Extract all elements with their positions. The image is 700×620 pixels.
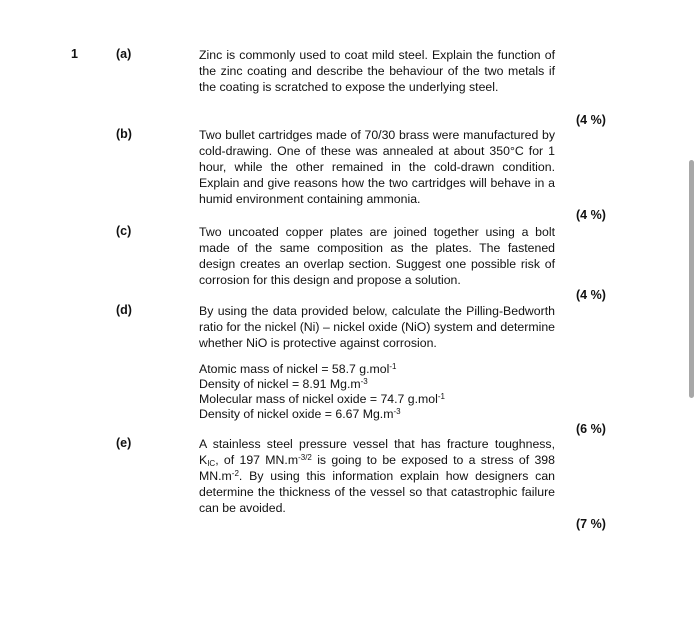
part-b-marks: (4 %) [576, 208, 606, 222]
data-line-density-oxide: Density of nickel oxide = 6.67 $Mg.m^{-3}$ [199, 407, 401, 421]
part-d-text: By using the data provided below, calculate the Pilling-Bedworth ratio for the nickel (Ni) – nickel oxide (NiO) system and determine whether NiO is protective against corrosion. [199, 304, 555, 350]
part-d-marks: (6 %) [576, 422, 606, 436]
question-number: 1 [71, 47, 78, 61]
part-d-label: (d) [116, 303, 132, 317]
data-line-molecular-mass: Molecular mass of nickel oxide = 74.7 g.mol$^{-1}$ [199, 392, 446, 406]
data-line-atomic-mass: Atomic mass of nickel = 58.7 g.mol$^{-1}$ [199, 362, 397, 376]
part-c-label: (c) [116, 224, 132, 238]
scrollbar-thumb[interactable] [689, 160, 694, 398]
nickel-data-list [199, 362, 445, 422]
part-b-label: (b) [116, 127, 132, 141]
part-e-text: A stainless steel pressure vessel that has fracture toughness, $K_{IC}$, of 197 $MN.m^{-3/2}$ is going to be exposed to a stress of 398 $MN.m^{-2}$. By using this information explain how designers can determine the thickness of the vessel so that catastrophic failure can be avoided. [199, 437, 555, 515]
part-a-label: (a) [116, 47, 132, 61]
part-e-label: (e) [116, 436, 132, 450]
part-e-marks: (7 %) [576, 517, 606, 531]
data-line-density-nickel: Density of nickel = 8.91 $Mg.m^{-3}$ [199, 377, 368, 391]
part-a-marks: (4 %) [576, 113, 606, 127]
part-a-text: Zinc is commonly used to coat mild steel. Explain the function of the zinc coating and describe the behaviour of the two metals if the coating is scratched to expose the underlying steel. [199, 48, 555, 94]
part-b-text: Two bullet cartridges made of 70/30 brass were manufactured by cold-drawing. One of these was annealed at about 350°C for 1 hour, while the other remained in the cold-drawn condition. Explain and give reasons how the two cartridges will behave in a humid environment containing ammonia. [199, 128, 555, 206]
part-c-marks: (4 %) [576, 288, 606, 302]
part-c-text: Two uncoated copper plates are joined together using a bolt made of the same composition as the plates. The fastened design creates an overlap section. Suggest one possible risk of corrosion for this design and propose a solution. [199, 225, 555, 287]
